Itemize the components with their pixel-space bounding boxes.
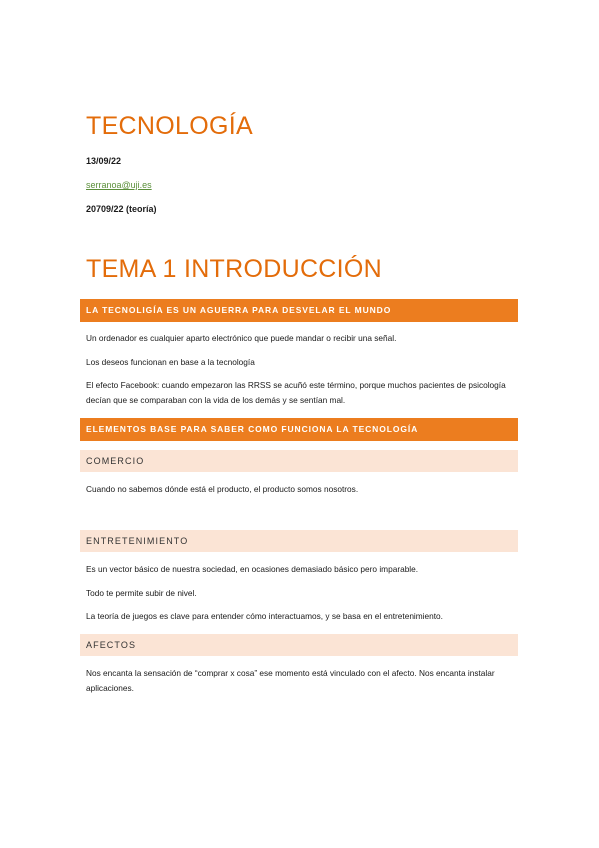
paragraph-nivel: Todo te permite subir de nivel.: [86, 588, 197, 598]
section-heading-elementos: ELEMENTOS BASE PARA SABER COMO FUNCIONA LA TECNOLOGÍA: [80, 418, 518, 441]
paragraph-afectos: Nos encanta la sensación de “comprar x cosa” ese momento está vinculado con el afecto. Nos encanta instalar aplicaciones.: [86, 668, 495, 693]
paragraph-vector: Es un vector básico de nuestra sociedad, en ocasiones demasiado básico pero imparable.: [86, 564, 419, 574]
date-theory-text: 20709/22 (teoría): [86, 204, 157, 214]
paragraph-efecto-facebook: El efecto Facebook: cuando empezaron las RRSS se acuñó este término, porque muchos pacientes de psicología decían que se comparaban con la vida de los demás y se sentían mal.: [86, 380, 506, 405]
paragraph-ordenador: Un ordenador es cualquier aparto electrónico que puede mandar o recibir una señal.: [86, 333, 397, 343]
subheading-afectos: AFECTOS: [80, 634, 518, 656]
email-link[interactable]: serranoa@uji.es: [86, 180, 152, 190]
section-heading-tecnologia: LA TECNOLIGÍA ES UN AGUERRA PARA DESVELAR EL MUNDO: [80, 299, 518, 322]
topic-title: TEMA 1 INTRODUCCIÓN: [86, 255, 382, 283]
paragraph-juegos: La teoría de juegos es clave para entender cómo interactuamos, y se basa en el entretenimiento.: [86, 611, 443, 621]
subheading-entretenimiento: ENTRETENIMIENTO: [80, 530, 518, 552]
subheading-comercio: COMERCIO: [80, 450, 518, 472]
document-title: TECNOLOGÍA: [86, 112, 253, 140]
date-text: 13/09/22: [86, 156, 122, 166]
paragraph-comercio: Cuando no sabemos dónde está el producto, el producto somos nosotros.: [86, 484, 359, 494]
paragraph-deseos: Los deseos funcionan en base a la tecnología: [86, 357, 255, 367]
